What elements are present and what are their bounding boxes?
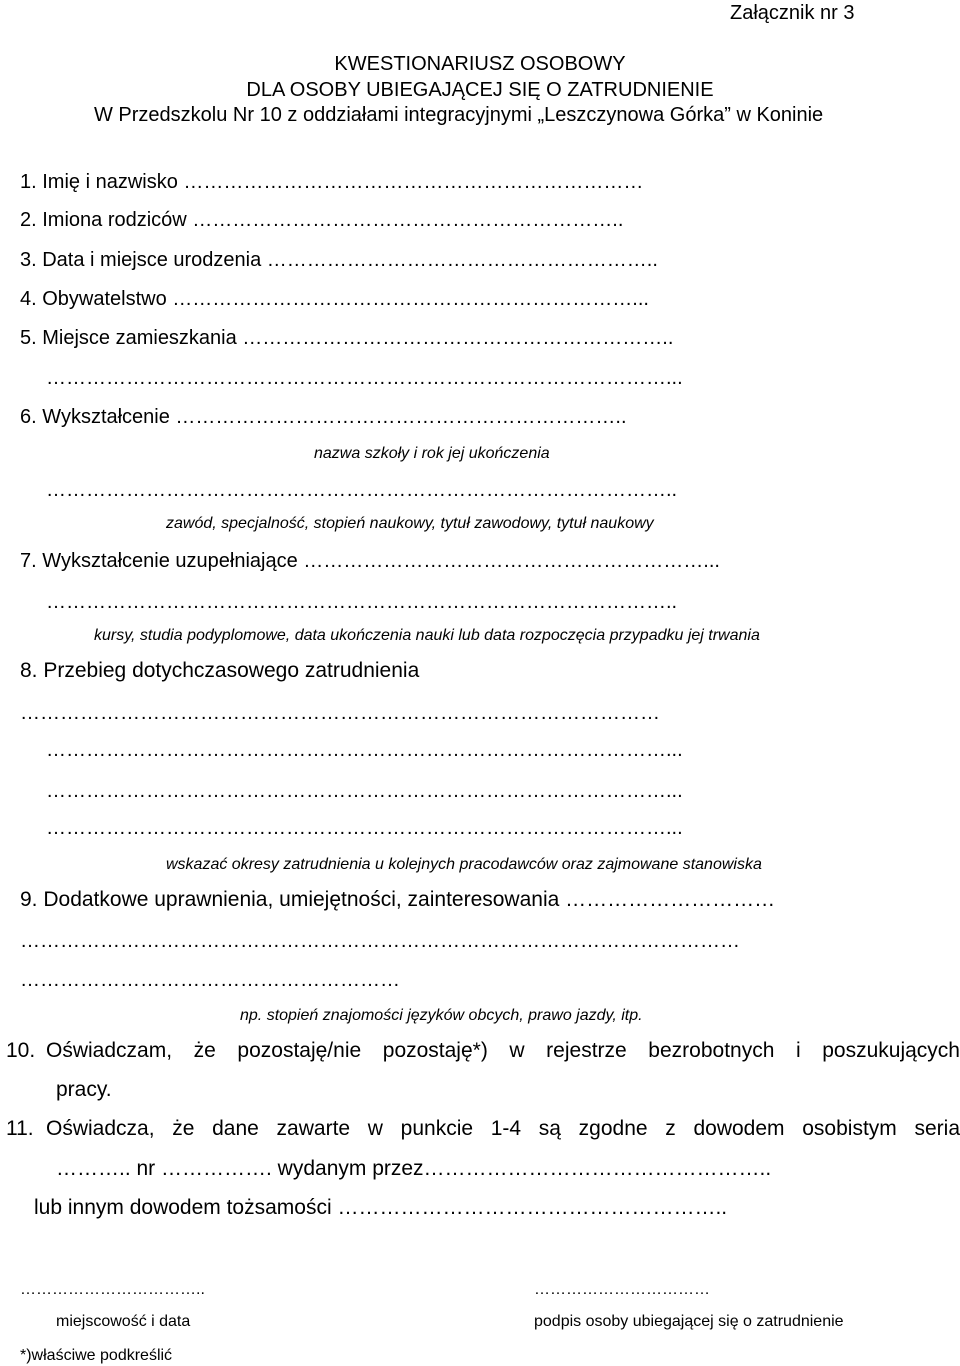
item-2: 2. Imiona rodziców ……………………………………………………….. (20, 209, 624, 231)
item-8-line-d: …………………………………………………………………………………... (46, 817, 683, 839)
item-10-continuation: pracy. (56, 1078, 112, 1101)
item-1: 1. Imię i nazwisko …………………………………………………………… (20, 171, 644, 193)
item-9-line-b: ………………………………………………… (20, 969, 400, 991)
signature-left-dots: …………………………….. (20, 1281, 205, 1298)
item-7-hint: kursy, studia podyplomowe, data ukończenia nauki lub data rozpoczęcia przypadku jej trwania (94, 627, 760, 644)
annex-label: Załącznik nr 3 (730, 2, 855, 24)
item-6-continuation: ………………………………………………………………………………….. (46, 479, 678, 501)
item-8-hint: wskazać okresy zatrudnienia u kolejnych pracodawców oraz zajmowane stanowiska (166, 856, 762, 873)
item-5-continuation: …………………………………………………………………………………... (46, 367, 683, 389)
item-6: 6. Wykształcenie ………………………………………………………….. (20, 406, 627, 428)
item-8: 8. Przebieg dotychczasowego zatrudnienia (20, 659, 420, 682)
item-9: 9. Dodatkowe uprawnienia, umiejętności, zainteresowania ………………………… (20, 888, 776, 911)
title-line-3: W Przedszkolu Nr 10 z oddziałami integracyjnymi „Leszczynowa Górka” w Koninie (94, 104, 824, 126)
item-11-id-line: ……….. nr ……………. wydanym przez………………………………………….. (56, 1157, 772, 1180)
title-line-2: DLA OSOBY UBIEGAJĄCEJ SIĘ O ZATRUDNIENIE (246, 79, 714, 101)
item-5: 5. Miejsce zamieszkania ……………………………………………………….. (20, 327, 674, 349)
item-8-line-b: …………………………………………………………………………………... (46, 739, 683, 761)
item-10-number: 10. (6, 1039, 36, 1062)
signature-right-dots: …………………………… (534, 1281, 710, 1298)
item-10: Oświadczam, że pozostaję/nie pozostaję*) w rejestrze bezrobotnych i poszukujących (46, 1039, 960, 1062)
item-11: Oświadcza, że dane zawarte w punkcie 1-4 są zgodne z dowodem osobistym seria (46, 1117, 960, 1140)
item-4: 4. Obywatelstwo ……………………………………………………………... (20, 288, 649, 310)
item-9-hint: np. stopień znajomości języków obcych, prawo jazdy, itp. (240, 1007, 643, 1024)
item-6-hint-school: nazwa szkoły i rok jej ukończenia (314, 445, 550, 462)
item-11-number: 11. (6, 1117, 34, 1140)
item-7: 7. Wykształcenie uzupełniające ……………………………………………………... (20, 550, 720, 572)
signature-right-label: podpis osoby ubiegającej się o zatrudnienie (534, 1313, 844, 1330)
item-7-continuation: ………………………………………………………………………………….. (46, 591, 678, 613)
item-6-hint-profession: zawód, specjalność, stopień naukowy, tytuł zawodowy, tytuł naukowy (166, 515, 654, 532)
signature-left-label: miejscowość i data (56, 1313, 191, 1330)
item-8-line-c: …………………………………………………………………………………... (46, 780, 683, 802)
item-8-line-a: …………………………………………………………………………………… (20, 702, 660, 724)
item-9-line-a: ……………………………………………………………………………………………… (20, 930, 740, 952)
footnote: *)właściwe podkreślić (20, 1347, 173, 1364)
title-line-1: KWESTIONARIUSZ OSOBOWY (334, 53, 626, 75)
item-11-other-id-line: lub innym dowodem tożsamości ……………………………………………….. (34, 1196, 728, 1219)
item-3: 3. Data i miejsce urodzenia ………………………………………………….. (20, 249, 658, 271)
